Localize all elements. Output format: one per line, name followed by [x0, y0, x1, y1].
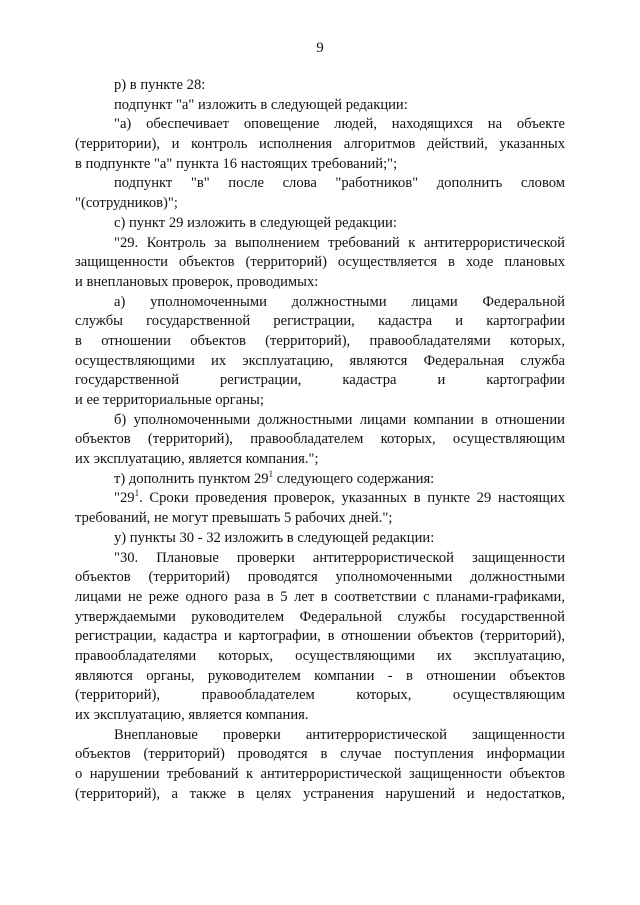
paragraph-line: а) уполномоченными должностными лицами Федеральной: [114, 293, 565, 310]
paragraph: [75, 549, 565, 726]
paragraph-line: "29. Контроль за выполнением требований к антитеррористической: [114, 234, 565, 251]
paragraph-line: подпункт "а" изложить в следующей редакции:: [114, 96, 408, 113]
paragraph-line: осуществляющими их эксплуатацию, являются Федеральная служба: [75, 352, 565, 369]
paragraph: [75, 115, 565, 174]
item-29-1-text: . Сроки проведения проверок, указанных в пункте 29 настоящих: [139, 490, 565, 507]
paragraph-line: объектов (территорий) проводятся в случае поступления информации: [75, 746, 565, 763]
paragraph-line: "а) обеспечивает оповещение людей, находящихся на объекте: [114, 116, 565, 133]
item-29-1-number: "29: [114, 490, 135, 507]
paragraph: [75, 96, 565, 116]
paragraph-line: у) пункты 30 - 32 изложить в следующей редакции:: [114, 529, 435, 546]
superscript: 1: [134, 488, 140, 499]
paragraph-line: "(сотрудников)";: [75, 195, 178, 212]
paragraph-line: их эксплуатацию, является компания.";: [75, 451, 319, 468]
paragraph: [75, 174, 565, 213]
paragraph-line: защищенности объектов (территорий) осуществляется в ходе плановых: [75, 254, 565, 271]
item-t-text-end: следующего содержания:: [273, 470, 435, 487]
superscript: 1: [268, 468, 274, 479]
paragraph-line: лицами не реже одного раза в 5 лет в соответствии с планами-графиками,: [75, 588, 565, 605]
item-t-text: т) дополнить пунктом 29: [114, 470, 269, 487]
paragraph-line: объектов (территорий), правообладателем которых, осуществляющим: [75, 431, 565, 448]
paragraphs-before: [75, 76, 565, 470]
paragraph-item-29-1: [75, 489, 565, 528]
paragraph-line: государственной регистрации, кадастра и картографии: [75, 372, 565, 389]
paragraph-line: [75, 470, 565, 490]
paragraph-line: р) в пункте 28:: [114, 77, 206, 93]
paragraph-line: требований, не могут превышать 5 рабочих дней.";: [75, 510, 393, 527]
paragraph-line: являются органы, руководителем компании - в отношении объектов: [75, 667, 565, 684]
paragraph: [75, 293, 565, 411]
paragraph-line: правообладателями которых, осуществляющими их эксплуатацию,: [75, 647, 565, 664]
paragraph-line: и ее территориальные органы;: [75, 392, 264, 408]
paragraph-line: и внеплановых проверок, проводимых:: [75, 273, 319, 290]
paragraph-line: [75, 489, 565, 509]
paragraph-line: (территории), и контроль исполнения алгоритмов действий, указанных: [75, 136, 565, 153]
paragraph: [75, 529, 565, 549]
paragraph-line: "30. Плановые проверки антитеррористической защищенности: [114, 549, 565, 566]
page-number: 9: [316, 40, 324, 56]
paragraph-line: о нарушении требований к антитеррористической защищенности объектов: [75, 766, 565, 783]
paragraph-line: б) уполномоченными должностными лицами компании в отношении: [114, 411, 565, 428]
paragraph-item-t: [75, 470, 565, 490]
paragraph-line: службы государственной регистрации, кадастра и картографии: [75, 313, 565, 330]
paragraph: [75, 76, 565, 96]
paragraph-line: регистрации, кадастра и картографии, в отношении объектов (территорий),: [75, 628, 565, 645]
paragraph: [75, 726, 565, 805]
paragraph-line: подпункт "в" после слова "работников" дополнить словом: [114, 175, 565, 192]
paragraph-line: с) пункт 29 изложить в следующей редакции:: [114, 214, 397, 231]
paragraph: [75, 234, 565, 293]
paragraph-line: (территорий), а также в целях устранения нарушений и недостатков,: [75, 785, 565, 802]
paragraph: [75, 214, 565, 234]
paragraph-line: в подпункте "а" пункта 16 настоящих требований;";: [75, 155, 398, 172]
paragraph-line: утверждаемыми руководителем Федеральной службы государственной: [75, 608, 565, 625]
paragraph-line: объектов (территорий) проводятся уполномоченными должностными: [75, 569, 565, 586]
paragraph-line: (территорий), правообладателем которых, осуществляющим: [75, 687, 565, 704]
paragraph-line: в отношении объектов (территорий), правообладателями которых,: [75, 332, 565, 349]
document-body: [75, 76, 565, 804]
paragraphs-after: [75, 529, 565, 805]
paragraph: [75, 411, 565, 470]
paragraph-line: Внеплановые проверки антитеррористической защищенности: [114, 726, 565, 743]
paragraph-line: их эксплуатацию, является компания.: [75, 707, 309, 723]
